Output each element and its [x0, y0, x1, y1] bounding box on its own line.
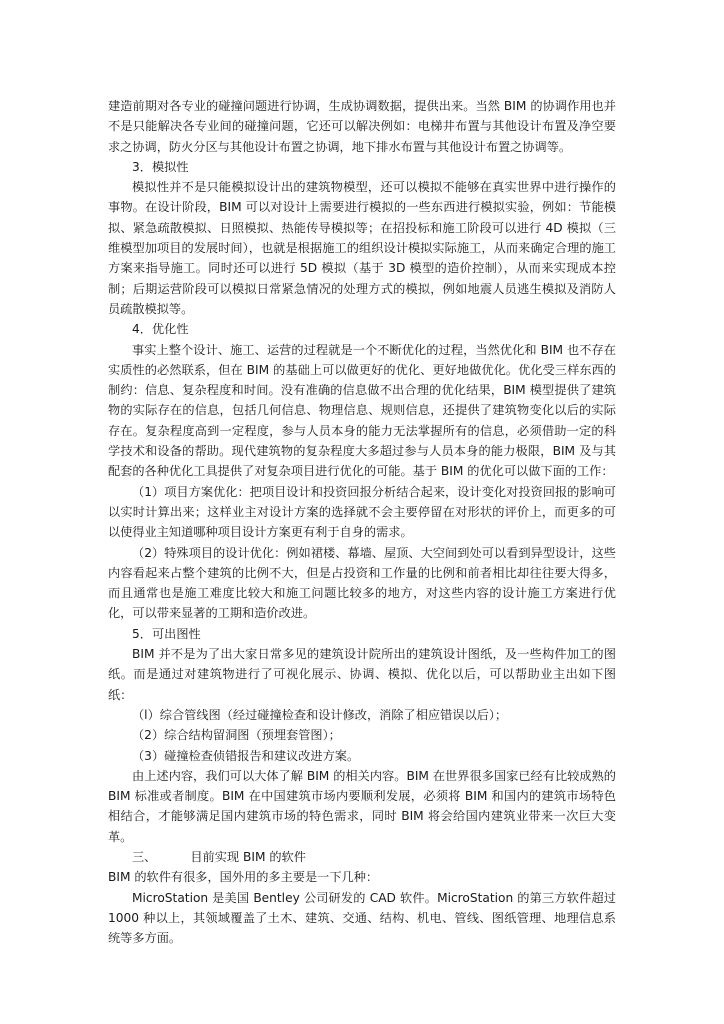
paragraph-microstation: MicroStation 是美国 Bentley 公司研发的 CAD 软件。MicroStation 的第三方软件超过 1000 种以上，其领域覆盖了土木、建筑、交通、结构、机电、管线、图纸管理、地理信息系统等多方面。 — [108, 890, 616, 946]
paragraph-simulation: 模拟性并不是只能模拟设计出的建筑物模型，还可以模拟不能够在真实世界中进行操作的事物。在设计阶段，BIM 可以对设计上需要进行模拟的一些东西进行模拟实验，例如：节能模拟、紧急疏散模拟、日照模拟、热能传导模拟等；在招投标和施工阶段可以进行 4D 模拟（三维模型加项目的发展时间），也就是根据施工的组织设计模拟实际施工，从而来确定合理的施工方案来指导施工。同时还可以进行 5D 模拟（基于 3D 模型的造价控制），从而来实现成本控制；后期运营阶段可以模拟日常紧急情况的处理方式的模拟，例如地震人员逃生模拟及消防人员疏散模拟等。 — [108, 180, 616, 316]
paragraph-intro: 建造前期对各专业的碰撞问题进行协调，生成协调数据，提供出来。当然 BIM 的协调作用也并不是只能解决各专业间的碰撞问题，它还可以解决例如：电梯井布置与其他设计布置及净空要求之协调，防火分区与其他设计布置之协调，地下排水布置与其他设计布置之协调等。 — [108, 99, 616, 154]
section-number: 三、 — [132, 849, 157, 864]
paragraph-optimization: 事实上整个设计、施工、运营的过程就是一个不断优化的过程，当然优化和 BIM 也不存在实质性的必然联系，但在 BIM 的基础上可以做更好的优化、更好地做优化。优化受三样东西的制约：信息、复杂程度和时间。没有准确的信息做不出合理的优化结果，BIM 模型提供了建筑物的实际存在的信息，包括几何信息、物理信息、规则信息，还提供了建筑物变化以后的实际存在。复杂程度高到一定程度，参与人员本身的能力无法掌握所有的信息，必须借助一定的科学技术和设备的帮助。现代建筑物的复杂程度大多超过参与人员本身的能力极限，BIM 及与其配套的各种优化工具提供了对复杂项目进行优化的可能。基于 BIM 的优化可以做下面的工作： — [108, 342, 616, 479]
section-title: 目前实现 BIM 的软件 — [190, 849, 306, 864]
section-heading-software — [108, 847, 616, 867]
list-item-drawing-2: （2）综合结构留洞图（预埋套管图）； — [132, 728, 341, 743]
paragraph-drawing: BIM 并不是为了出大家日常多见的建筑设计院所出的建筑设计图纸，及一些构件加工的图纸。而是通过对建筑物进行了可视化展示、协调、模拟、优化以后，可以帮助业主出如下图纸： — [108, 647, 616, 702]
list-item-drawing-1: （l）综合管线图（经过碰撞检查和设计修改，消除了相应错误以后）； — [132, 707, 508, 722]
document-page — [108, 96, 616, 948]
heading-simulation: 3．模拟性 — [132, 159, 189, 174]
heading-drawing: 5．可出图性 — [132, 626, 201, 641]
paragraph-software: BIM 的软件有很多，国外用的多主要是一下几种： — [108, 870, 379, 885]
list-item-optimization-1: （1）项目方案优化：把项目设计和投资回报分析结合起来，设计变化对投资回报的影响可以实时计算出来；这样业主对设计方案的选择就不会主要停留在对形状的评价上，而更多的可以使得业主知道哪种项目设计方案更有利于自身的需求。 — [108, 484, 616, 540]
heading-optimization: 4．优化性 — [132, 322, 189, 337]
list-item-drawing-3: （3）碰撞检查侦错报告和建议改进方案。 — [132, 748, 360, 763]
paragraph-summary: 由上述内容，我们可以大体了解 BIM 的相关内容。BIM 在世界很多国家已经有比较成熟的 BIM 标准或者制度。BIM 在中国建筑市场内要顺利发展，必须将 BIM 和国内的建筑市场特色相结合，才能够满足国内建筑市场的特色需求，同时 BIM 将会给国内建筑业带来一次巨大变革。 — [108, 768, 616, 844]
list-item-optimization-2: （2）特殊项目的设计优化：例如裙楼、幕墙、屋顶、大空间到处可以看到异型设计，这些内容看起来占整个建筑的比例不大，但是占投资和工作量的比例和前者相比却往往要大得多，而且通常也是施工难度比较大和施工问题比较多的地方，对这些内容的设计施工方案进行优化，可以带来显著的工期和造价改进。 — [108, 545, 616, 621]
